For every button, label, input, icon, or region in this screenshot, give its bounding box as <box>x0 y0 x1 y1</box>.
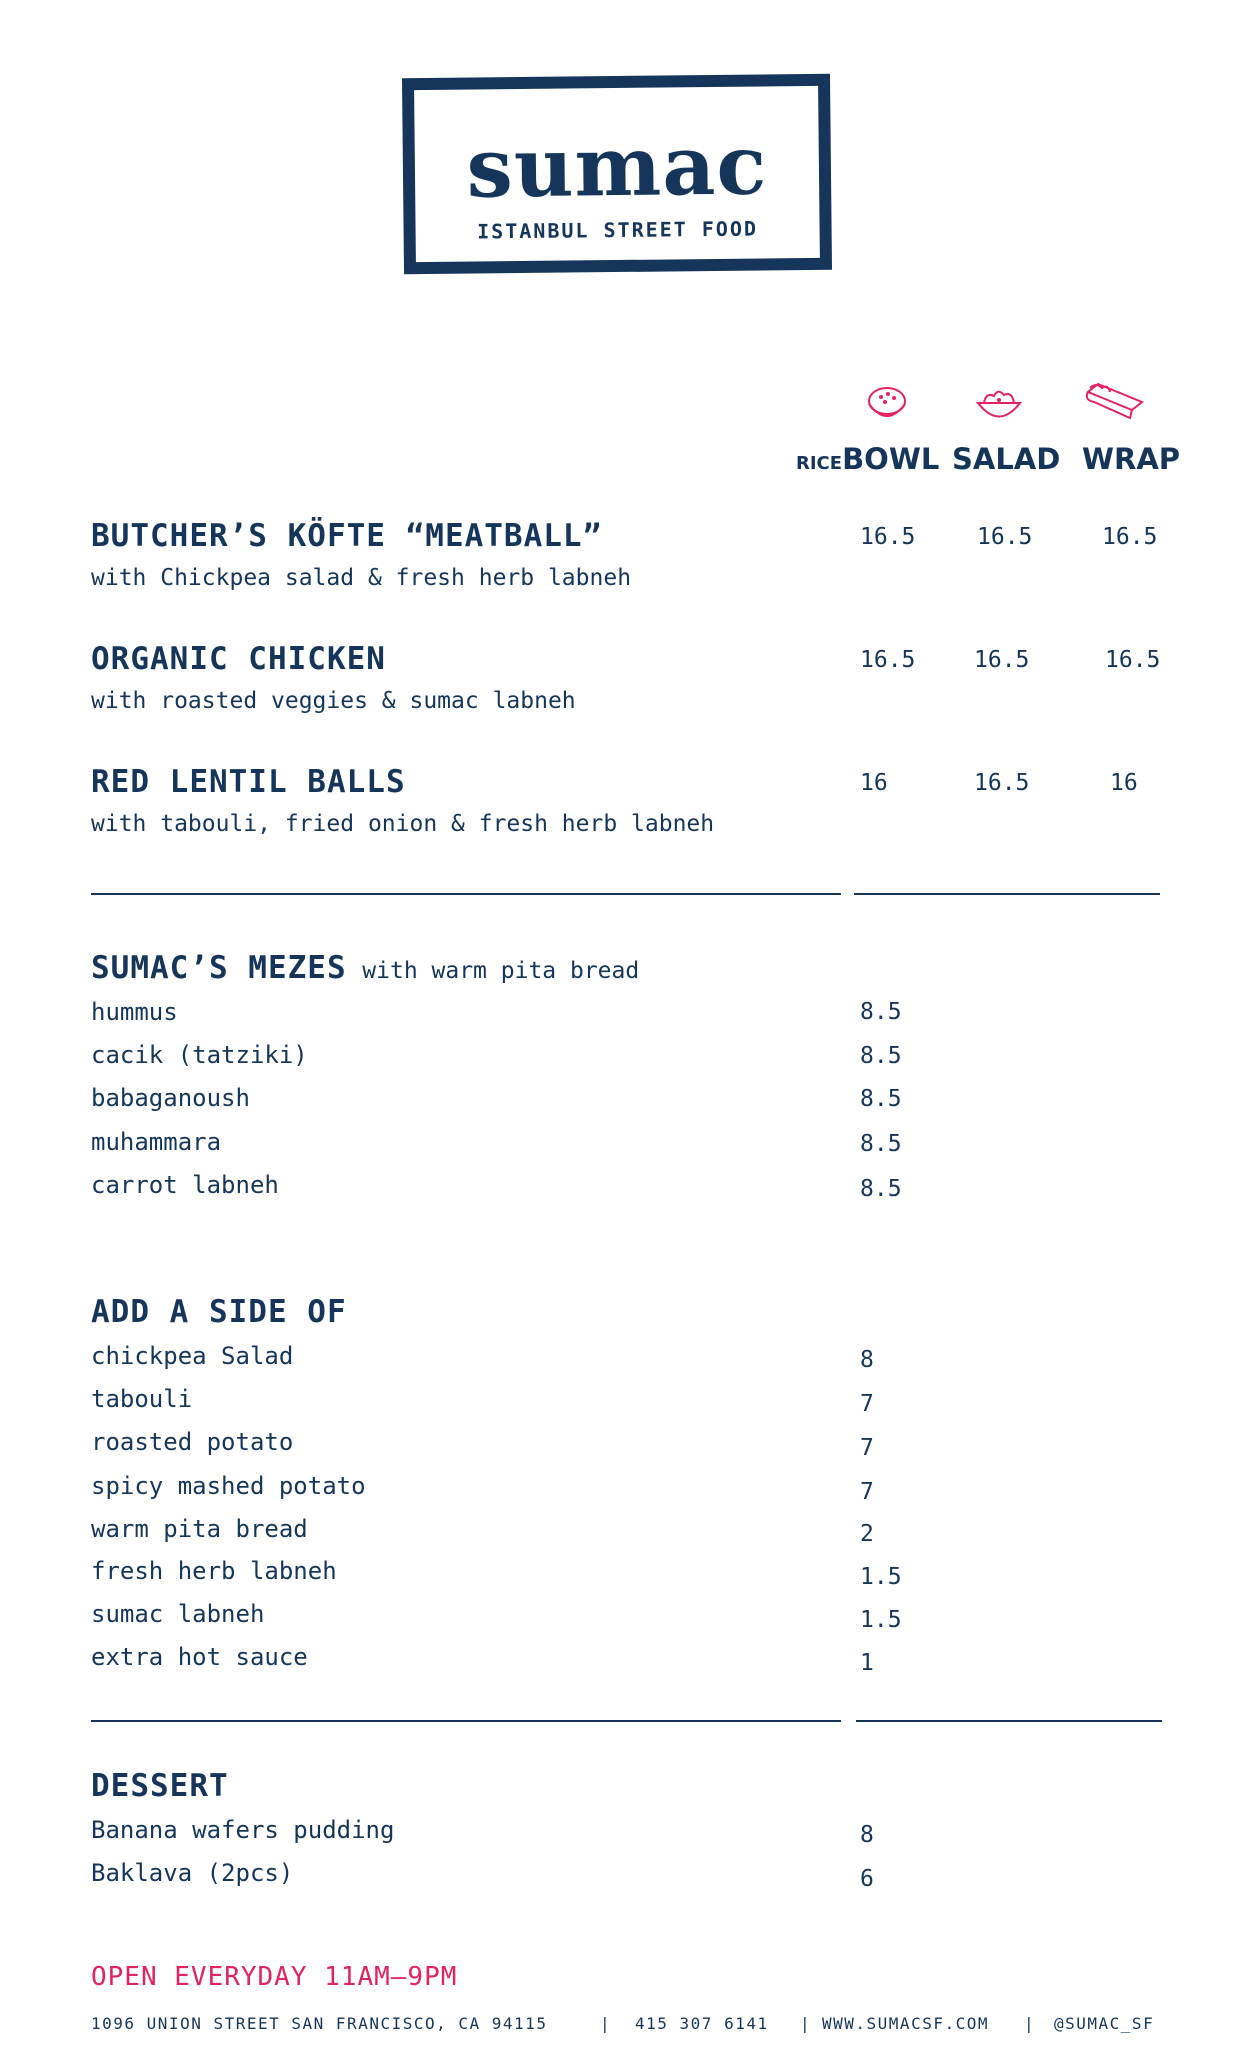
dessert-item-price: 6 <box>860 1866 874 1892</box>
wrap-icon <box>1082 380 1148 426</box>
main-price-salad: 16.5 <box>974 770 1030 796</box>
column-salad-header: SALAD <box>952 442 1061 476</box>
opening-hours: OPEN EVERYDAY 11AM–9PM <box>91 1962 458 1992</box>
side-item-price: 1.5 <box>860 1607 902 1633</box>
main-item-name: RED LENTIL BALLS <box>91 764 406 800</box>
side-item-price: 2 <box>860 1521 874 1547</box>
side-item-name: fresh herb labneh <box>91 1557 337 1585</box>
main-item-description: with Chickpea salad & fresh herb labneh <box>91 565 632 591</box>
side-item-name: roasted potato <box>91 1428 294 1456</box>
side-item-price: 1 <box>860 1650 874 1676</box>
footer-address: 1096 UNION STREET SAN FRANCISCO, CA 94115 <box>91 2014 548 2033</box>
column-wrap-header: WRAP <box>1082 442 1181 476</box>
footer-social: @SUMAC_SF <box>1054 2014 1155 2033</box>
meze-item-price: 8.5 <box>860 1131 902 1157</box>
meze-item-price: 8.5 <box>860 1086 902 1112</box>
main-price-bowl: 16 <box>860 770 888 796</box>
main-price-wrap: 16.5 <box>1102 524 1158 550</box>
main-item-description: with roasted veggies & sumac labneh <box>91 688 576 714</box>
mezes-title: SUMAC’S MEZES <box>91 950 347 986</box>
main-price-bowl: 16.5 <box>860 524 916 550</box>
mezes-subtitle: with warm pita bread <box>362 958 640 984</box>
side-item-price: 7 <box>860 1479 874 1505</box>
dessert-item-price: 8 <box>860 1822 874 1848</box>
meze-item-price: 8.5 <box>860 1176 902 1202</box>
footer-separator: | <box>800 2014 812 2033</box>
side-item-name: tabouli <box>91 1385 193 1413</box>
logo-wordmark: sumac <box>466 117 768 217</box>
main-price-bowl: 16.5 <box>860 647 916 673</box>
rice-label: RICE <box>796 453 843 474</box>
side-item-name: extra hot sauce <box>91 1643 308 1671</box>
salad-bowl-icon <box>974 384 1024 424</box>
meze-item-price: 8.5 <box>860 999 902 1025</box>
rice-bowl-icon <box>864 384 910 424</box>
column-rice-bowl-header <box>796 442 939 476</box>
meze-item-name: muhammara <box>91 1128 222 1156</box>
side-item-name: warm pita bread <box>91 1515 308 1543</box>
dessert-item-name: Baklava (2pcs) <box>91 1859 294 1887</box>
logo <box>402 74 832 274</box>
main-item-name: BUTCHER’S KÖFTE “MEATBALL” <box>91 518 603 554</box>
main-price-wrap: 16.5 <box>1105 647 1161 673</box>
footer-website: WWW.SUMACSF.COM <box>822 2014 989 2033</box>
meze-item-name: cacik (tatziki) <box>91 1041 308 1069</box>
meze-item-name: hummus <box>91 998 178 1026</box>
side-item-name: chickpea Salad <box>91 1342 294 1370</box>
main-price-salad: 16.5 <box>974 647 1030 673</box>
meze-item-name: babaganoush <box>91 1084 250 1112</box>
side-item-name: sumac labneh <box>91 1600 265 1628</box>
side-item-price: 1.5 <box>860 1564 902 1590</box>
section-divider <box>91 893 841 895</box>
main-item-description: with tabouli, fried onion & fresh herb labneh <box>91 811 715 837</box>
section-divider <box>91 1720 841 1722</box>
side-item-price: 8 <box>860 1347 874 1373</box>
meze-item-price: 8.5 <box>860 1043 902 1069</box>
main-item-name: ORGANIC CHICKEN <box>91 641 386 677</box>
footer-phone: 415 307 6141 <box>635 2014 769 2033</box>
main-price-wrap: 16 <box>1110 770 1138 796</box>
side-item-price: 7 <box>860 1435 874 1461</box>
side-item-name: spicy mashed potato <box>91 1472 366 1500</box>
section-divider <box>856 1720 1162 1722</box>
main-price-salad: 16.5 <box>977 524 1033 550</box>
dessert-item-name: Banana wafers pudding <box>91 1816 395 1844</box>
side-item-price: 7 <box>860 1391 874 1417</box>
bowl-label: BOWL <box>842 442 940 476</box>
meze-item-name: carrot labneh <box>91 1171 279 1199</box>
footer-separator: | <box>1024 2014 1036 2033</box>
logo-tagline: ISTANBUL STREET FOOD <box>477 216 759 244</box>
dessert-title: DESSERT <box>91 1768 229 1804</box>
mezes-heading <box>91 950 639 986</box>
sides-title: ADD A SIDE OF <box>91 1294 347 1330</box>
section-divider <box>854 893 1160 895</box>
footer-separator: | <box>600 2014 612 2033</box>
